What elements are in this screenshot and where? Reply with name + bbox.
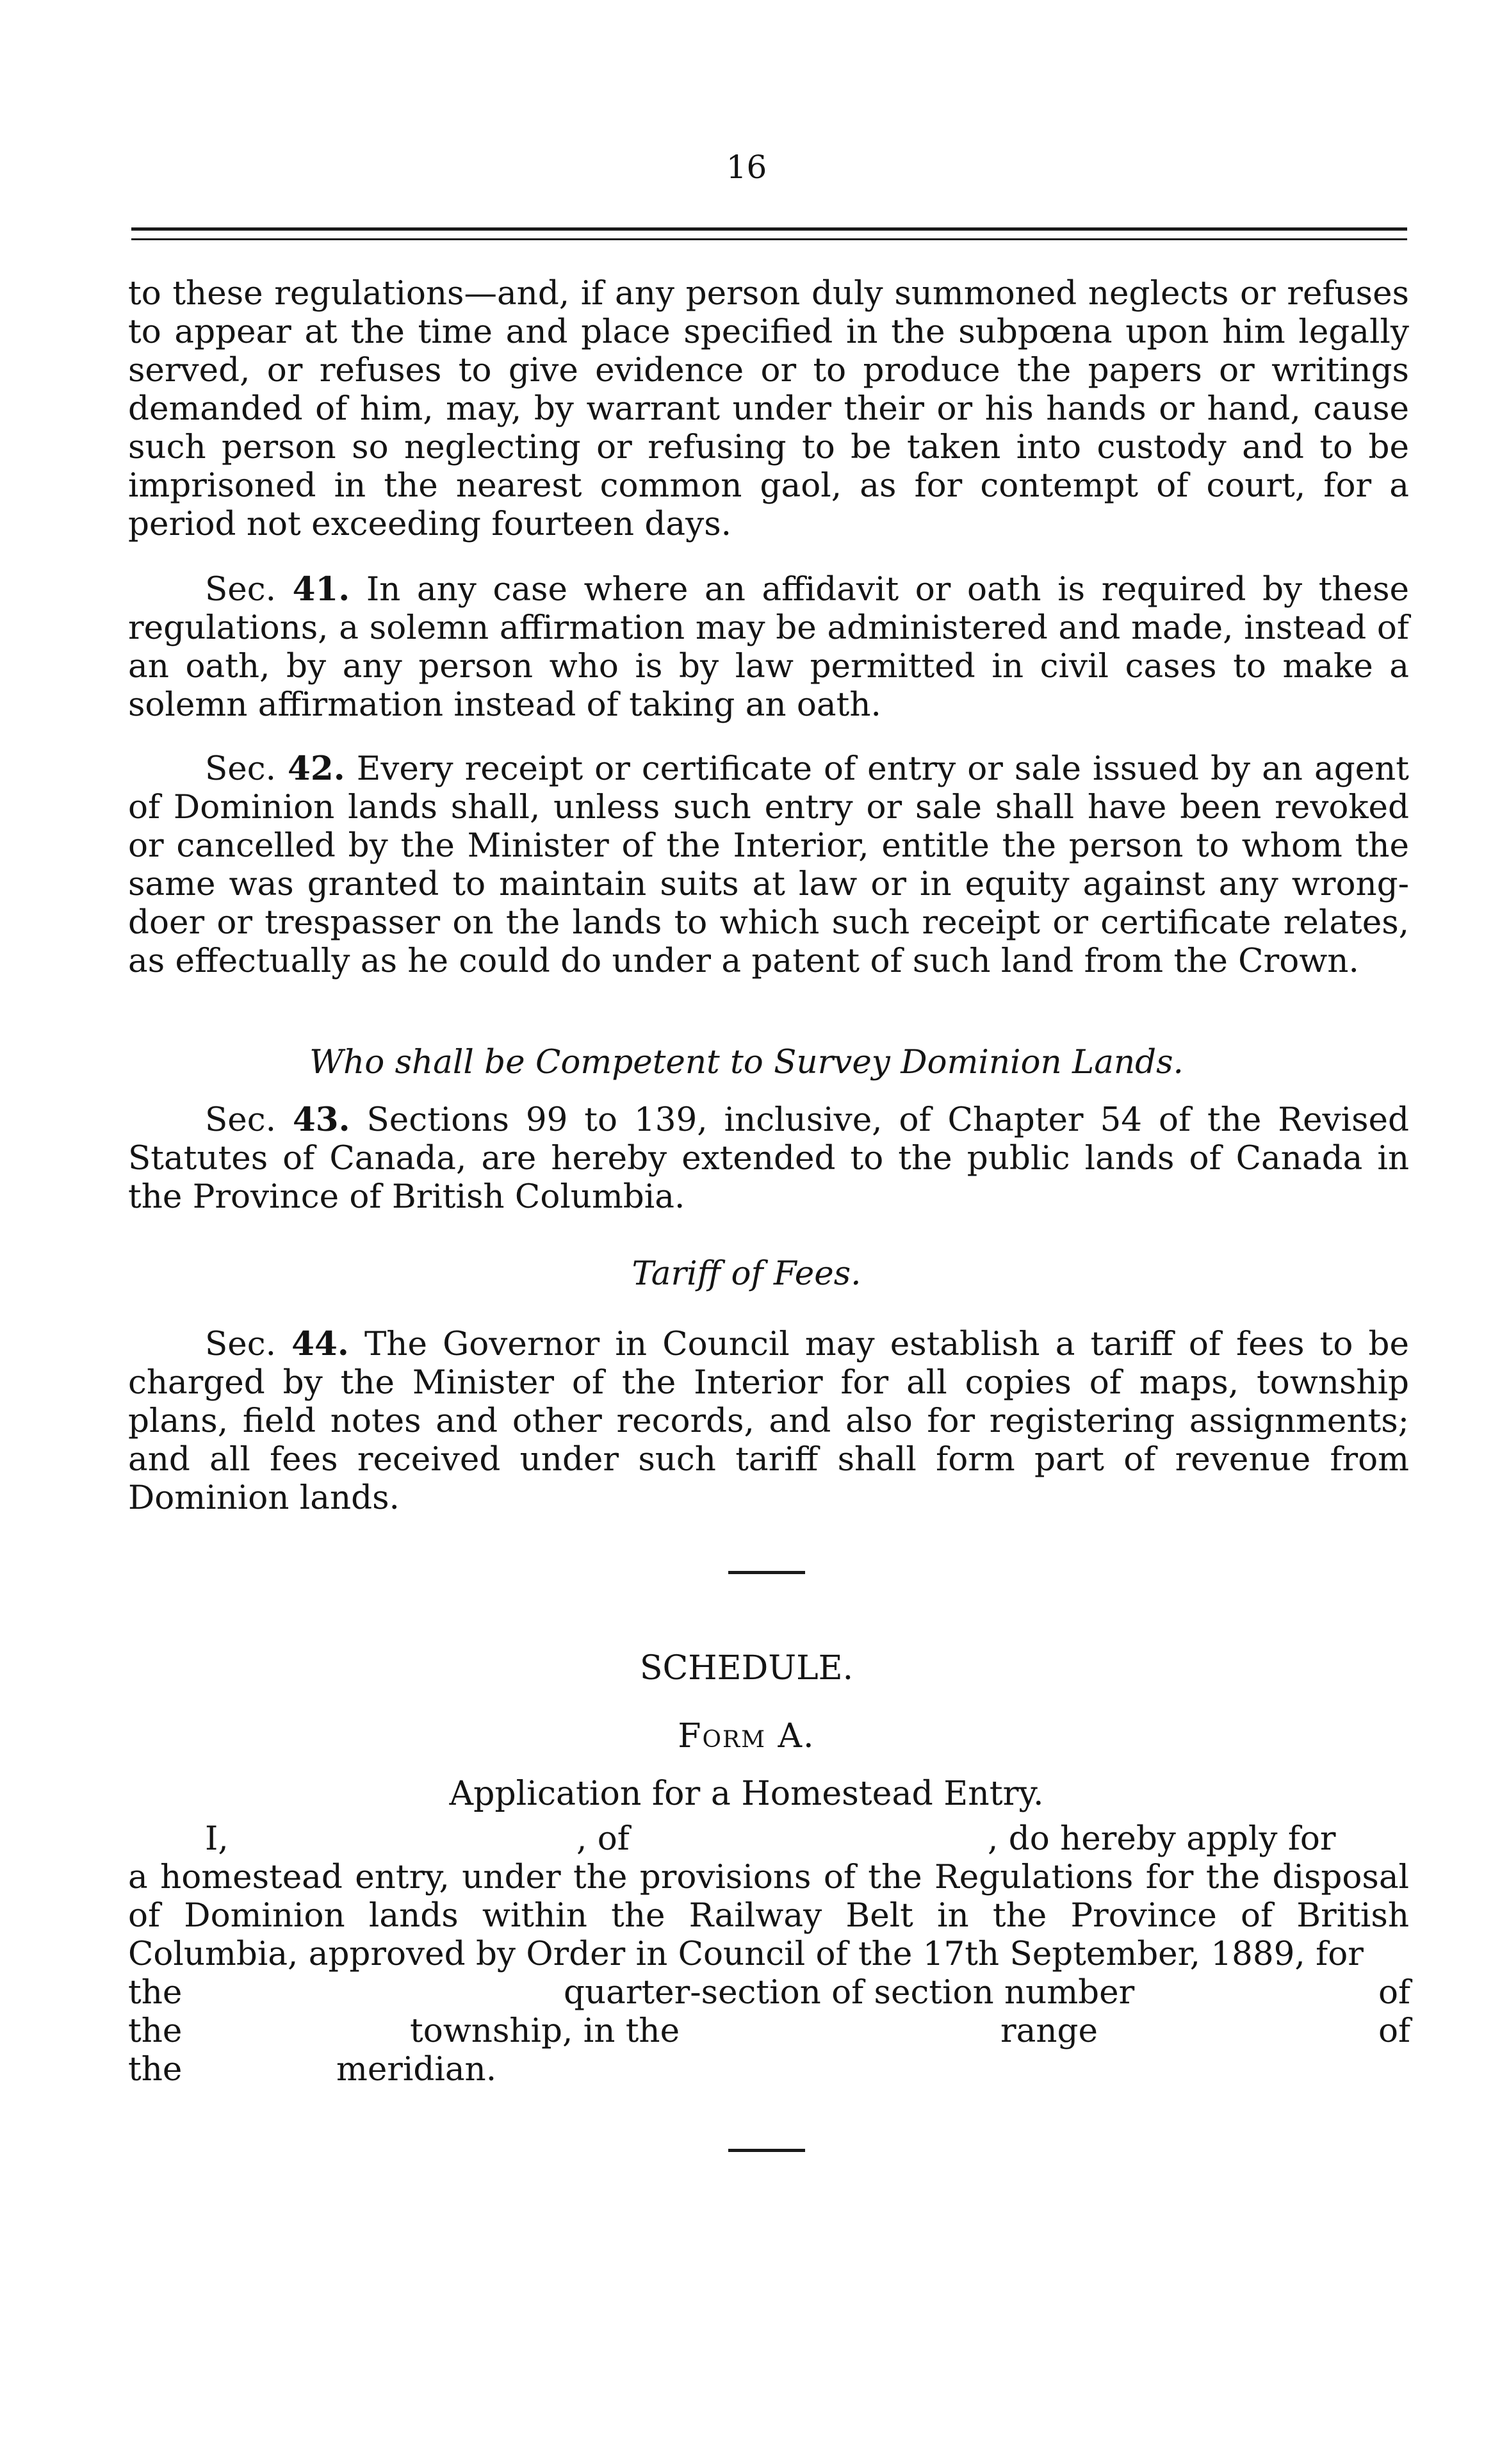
heading-survey: Who shall be Competent to Survey Dominion Lands.: [309, 1043, 1184, 1081]
form-row3-meridian: meridian.: [336, 2050, 497, 2089]
section-divider: [728, 1571, 805, 1574]
section-44: [128, 1325, 1409, 1517]
section-text: The Governor in Council may establish a tariff of fees to be charged by the Minister of the Interior for all copies of maps, township plans, field notes and other records, and also for registering assignments; and all fees received under such tariff shall form part of revenue from Dominion lands.: [128, 1325, 1409, 1517]
form-title: Form A.: [678, 1717, 815, 1755]
schedule-title: SCHEDULE.: [639, 1649, 854, 1688]
section-label: Sec.: [205, 750, 276, 788]
form-body: [128, 1858, 1409, 1973]
header-rule-thin: [131, 238, 1407, 240]
section-41: [128, 570, 1409, 724]
section-43: [128, 1101, 1409, 1216]
page-number: 16: [726, 149, 767, 186]
section-label: Sec.: [205, 1101, 276, 1139]
form-row2-the: the: [128, 2012, 183, 2050]
continuation-paragraph: [128, 274, 1409, 543]
form-line-i: I,: [205, 1819, 229, 1858]
form-row3-the: the: [128, 2050, 183, 2089]
section-text: Every receipt or certificate of entry or sale issued by an agent of Dominion lands shall, unless such entry or sale shall have been revoked or cancelled by the Minister of the Interior, entitle the person to whom the same was granted to maintain suits at law or in equity against any wrong-doer or trespasser on the lands to which such receipt or certificate relates, as effectually as he could do under a patent of such land from the Crown.: [128, 750, 1410, 980]
header-rule-thick: [131, 227, 1407, 231]
end-divider: [728, 2149, 805, 2152]
section-41-paragraph: [128, 570, 1409, 724]
section-text: In any case where an affidavit or oath is required by these regulations, a solemn affirmation may be administered and made, instead of an oath, by any person who is by law permitted in civil cases to make a solemn affirmation instead of taking an oath.: [128, 570, 1409, 724]
section-text: Sections 99 to 139, inclusive, of Chapter 54 of the Revised Statutes of Canada, are hereby extended to the public lands of Canada in the Province of British Columbia.: [128, 1101, 1409, 1216]
form-row2-of: of: [1378, 2012, 1411, 2050]
form-line-of: , of: [576, 1819, 630, 1858]
section-42-paragraph: [128, 750, 1409, 980]
section-number: 41.: [292, 570, 350, 609]
form-row1-quarter-section: quarter-section of section number: [564, 1973, 1135, 2012]
section-label: Sec.: [205, 1325, 276, 1363]
form-line-apply: , do hereby apply for: [988, 1819, 1336, 1858]
form-row1-of: of: [1378, 1973, 1411, 2012]
section-number: 42.: [288, 750, 345, 788]
paragraph-text: to these regulations—and, if any person duly summoned neglects or refuses to appear at the time and place specified in the subpœna upon him legally served, or refuses to give evidence or to produce the papers or writings demanded of him, may, by warrant under their or his hands or hand, cause such person so neglecting or refusing to be taken into custody and to be imprisoned in the nearest common gaol, as for contempt of court, for a period not exceeding fourteen days.: [128, 274, 1409, 543]
form-subtitle: Application for a Homestead Entry.: [449, 1775, 1044, 1813]
form-body-text: a homestead entry, under the provisions of the Regulations for the disposal of Dominion lands within the Railway Belt in the Province of British Columbia, approved by Order in Council of the 17th September, 1889, for: [128, 1858, 1409, 1973]
section-label: Sec.: [205, 570, 276, 609]
form-row1-the: the: [128, 1973, 183, 2012]
section-number: 43.: [292, 1101, 350, 1139]
form-row2-range: range: [1000, 2012, 1098, 2050]
section-number: 44.: [291, 1325, 349, 1363]
heading-tariff: Tariff of Fees.: [632, 1254, 861, 1293]
section-43-paragraph: [128, 1101, 1409, 1216]
section-44-paragraph: [128, 1325, 1409, 1517]
section-42: [128, 750, 1409, 980]
form-row2-township: township, in the: [410, 2012, 680, 2050]
